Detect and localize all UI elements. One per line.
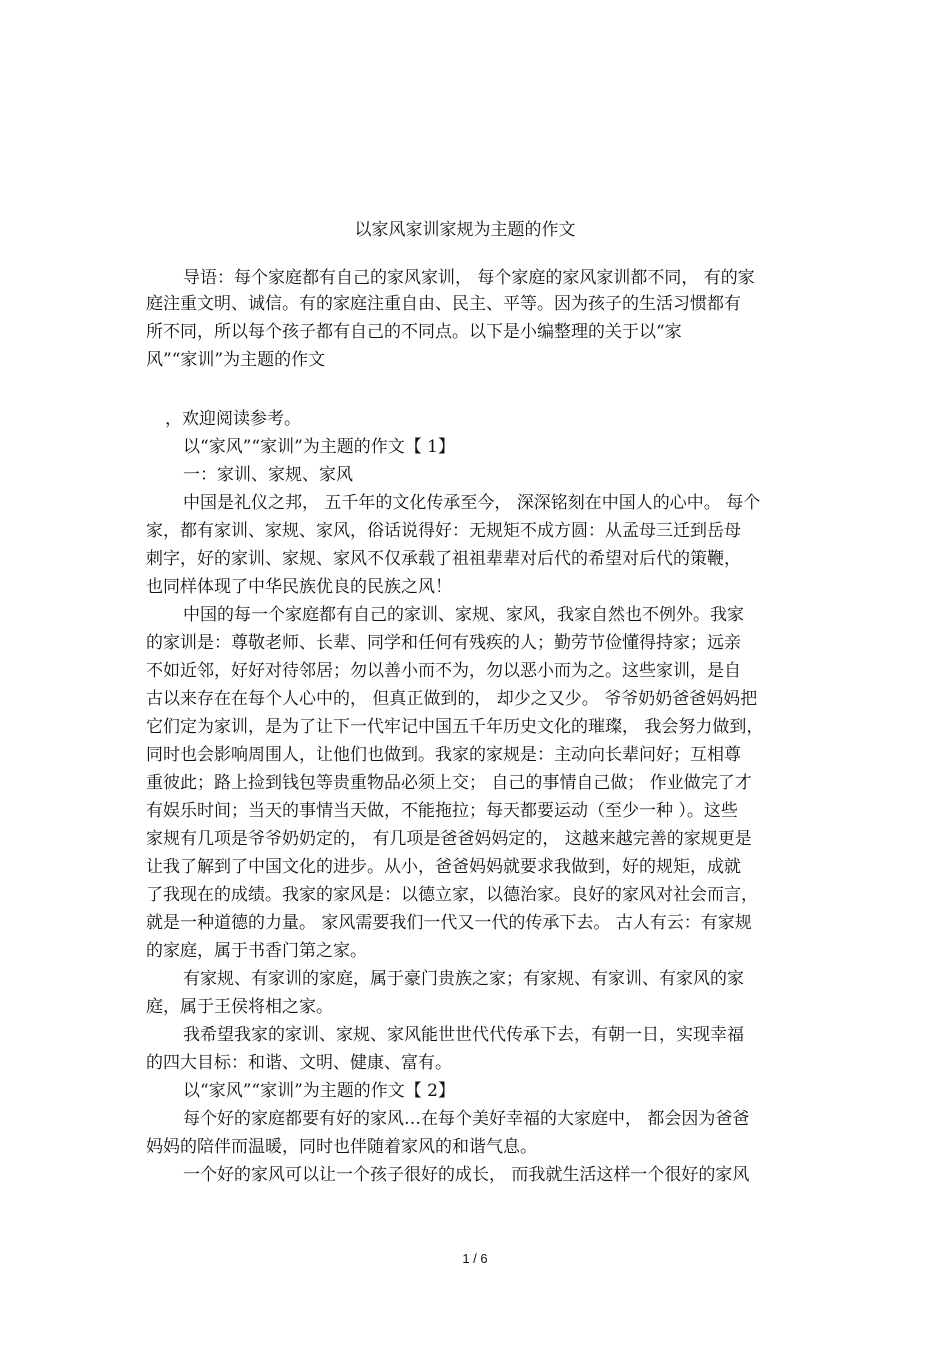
- paragraph-line: 古以来存在在每个人心中的， 但真正做到的， 却少之又少。 爷爷奶奶爸爸妈妈把: [146, 689, 758, 709]
- paragraph-line: 就是一种道德的力量。 家风需要我们一代又一代的传承下去。 古人有云：有家规: [146, 913, 752, 933]
- paragraph-line: 中国的每一个家庭都有自己的家训、家规、家风，我家自然也不例外。我家: [183, 605, 744, 625]
- paragraph-line: 有家规、有家训的家庭，属于豪门贵族之家；有家规、有家训、有家风的家: [183, 969, 744, 989]
- document-title: 以家风家训家规为主题的作文: [354, 220, 576, 240]
- page-number: 1 / 6: [462, 1251, 488, 1266]
- paragraph-line: 不如近邻，好好对待邻居；勿以善小而不为，勿以恶小而为之。这些家训，是自: [146, 661, 741, 681]
- paragraph-line: 重彼此；路上捡到钱包等贵重物品必须上交； 自己的事情自己做； 作业做完了才: [146, 773, 752, 793]
- section-heading: 以“家风”“家训”为主题的作文【 1】: [183, 437, 455, 457]
- paragraph-line: 也同样体现了中华民族优良的民族之风！: [146, 577, 452, 597]
- paragraph-line: ，欢迎阅读参考。: [165, 409, 301, 429]
- paragraph-line: 刺字，好的家训、家规、家风不仅承载了祖祖辈辈对后代的希望对后代的策鞭，: [146, 549, 741, 569]
- paragraph-line: 的家庭，属于书香门第之家。: [146, 941, 367, 961]
- paragraph-line: 中国是礼仪之邦， 五千年的文化传承至今， 深深铭刻在中国人的心中。 每个: [183, 493, 761, 513]
- paragraph-line: 庭，属于王侯将相之家。: [146, 997, 333, 1017]
- paragraph-line: 一个好的家风可以让一个孩子很好的成长， 而我就生活这样一个很好的家风: [183, 1165, 750, 1185]
- paragraph-line: 了我现在的成绩。我家的家风是：以德立家，以德治家。良好的家风对社会而言，: [146, 885, 758, 905]
- paragraph-line: 我希望我家的家训、家规、家风能世世代代传承下去，有朝一日，实现幸福: [183, 1025, 744, 1045]
- paragraph-line: 让我了解到了中国文化的进步。从小，爸爸妈妈就要求我做到，好的规矩，成就: [146, 857, 741, 877]
- paragraph-line: 的四大目标：和谐、文明、健康、富有。: [146, 1053, 452, 1073]
- paragraph-line: 庭注重文明、诚信。有的家庭注重自由、民主、平等。因为孩子的生活习惯都有: [146, 294, 741, 314]
- paragraph-line: 家规有几项是爷爷奶奶定的， 有几项是爸爸妈妈定的， 这越来越完善的家规更是: [146, 829, 752, 849]
- paragraph-line: 有娱乐时间；当天的事情当天做，不能拖拉；每天都要运动（至少一种 ）。这些: [146, 801, 738, 821]
- paragraph-line: 风”“家训”为主题的作文: [146, 350, 326, 370]
- paragraph-line: 的家训是：尊敬老师、长辈、同学和任何有残疾的人；勤劳节俭懂得持家；远亲: [146, 633, 741, 653]
- paragraph-line: 妈妈的陪伴而温暖，同时也伴随着家风的和谐气息。: [146, 1137, 537, 1157]
- paragraph-line: 家，都有家训、家规、家风，俗话说得好：无规矩不成方圆：从孟母三迁到岳母: [146, 521, 741, 541]
- paragraph-line: 所不同，所以每个孩子都有自己的不同点。以下是小编整理的关于以“家: [146, 322, 682, 342]
- section-heading: 以“家风”“家训”为主题的作文【 2】: [183, 1081, 455, 1101]
- paragraph-line: 每个好的家庭都要有好的家风…在每个美好幸福的大家庭中， 都会因为爸爸: [183, 1109, 750, 1129]
- paragraph-line: 导语：每个家庭都有自己的家风家训， 每个家庭的家风家训都不同， 有的家: [183, 268, 755, 288]
- subheading: 一：家训、家规、家风: [183, 465, 353, 485]
- paragraph-line: 它们定为家训，是为了让下一代牢记中国五千年历史文化的璀璨， 我会努力做到，: [146, 717, 764, 737]
- paragraph-line: 同时也会影响周围人，让他们也做到。我家的家规是：主动向长辈问好；互相尊: [146, 745, 741, 765]
